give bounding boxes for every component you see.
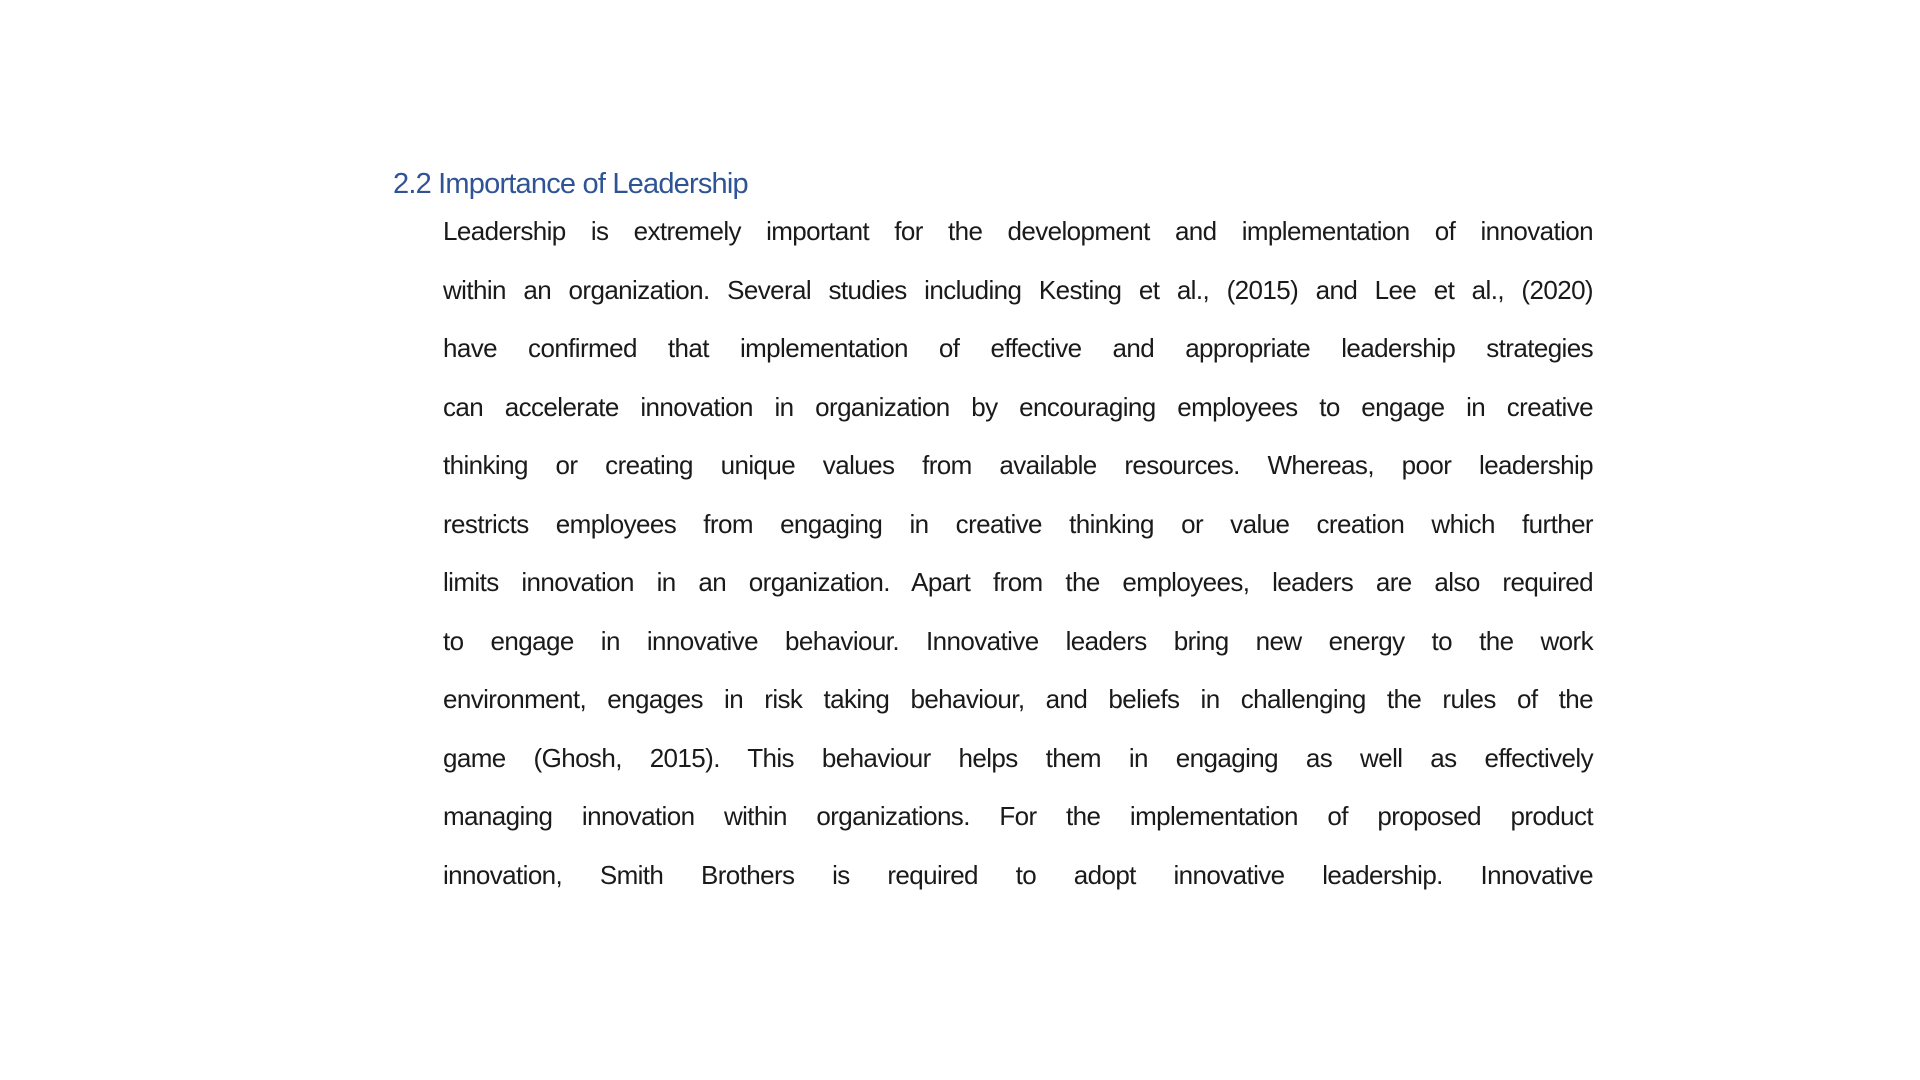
paragraph-line: thinking or creating unique values from available resources. Whereas, poor leadership — [443, 450, 1593, 480]
paragraph-line: environment, engages in risk taking behaviour, and beliefs in challenging the rules of the — [443, 684, 1593, 714]
body-paragraph — [443, 212, 1593, 914]
paragraph-line: can accelerate innovation in organization by encouraging employees to engage in creative — [443, 391, 1593, 422]
paragraph-line: within an organization. Several studies including Kesting et al., (2015) and Lee et al., (2020) — [443, 274, 1593, 305]
paragraph-line: innovation, Smith Brothers is required to adopt innovative leadership. Innovative — [443, 859, 1593, 890]
paragraph-line: restricts employees from engaging in creative thinking or value creation which further — [443, 508, 1593, 539]
paragraph-line: limits innovation in an organization. Apart from the employees, leaders are also required — [443, 567, 1593, 597]
paragraph-line: Leadership is extremely important for the development and implementation of innovation — [443, 216, 1593, 246]
paragraph-line: to engage in innovative behaviour. Innovative leaders bring new energy to the work — [443, 625, 1593, 656]
section-heading: 2.2 Importance of Leadership — [393, 168, 748, 200]
paragraph-line: managing innovation within organizations. For the implementation of proposed product — [443, 801, 1593, 831]
paragraph-line: game (Ghosh, 2015). This behaviour helps them in engaging as well as effectively — [443, 742, 1593, 773]
paragraph-line: have confirmed that implementation of effective and appropriate leadership strategies — [443, 333, 1593, 363]
